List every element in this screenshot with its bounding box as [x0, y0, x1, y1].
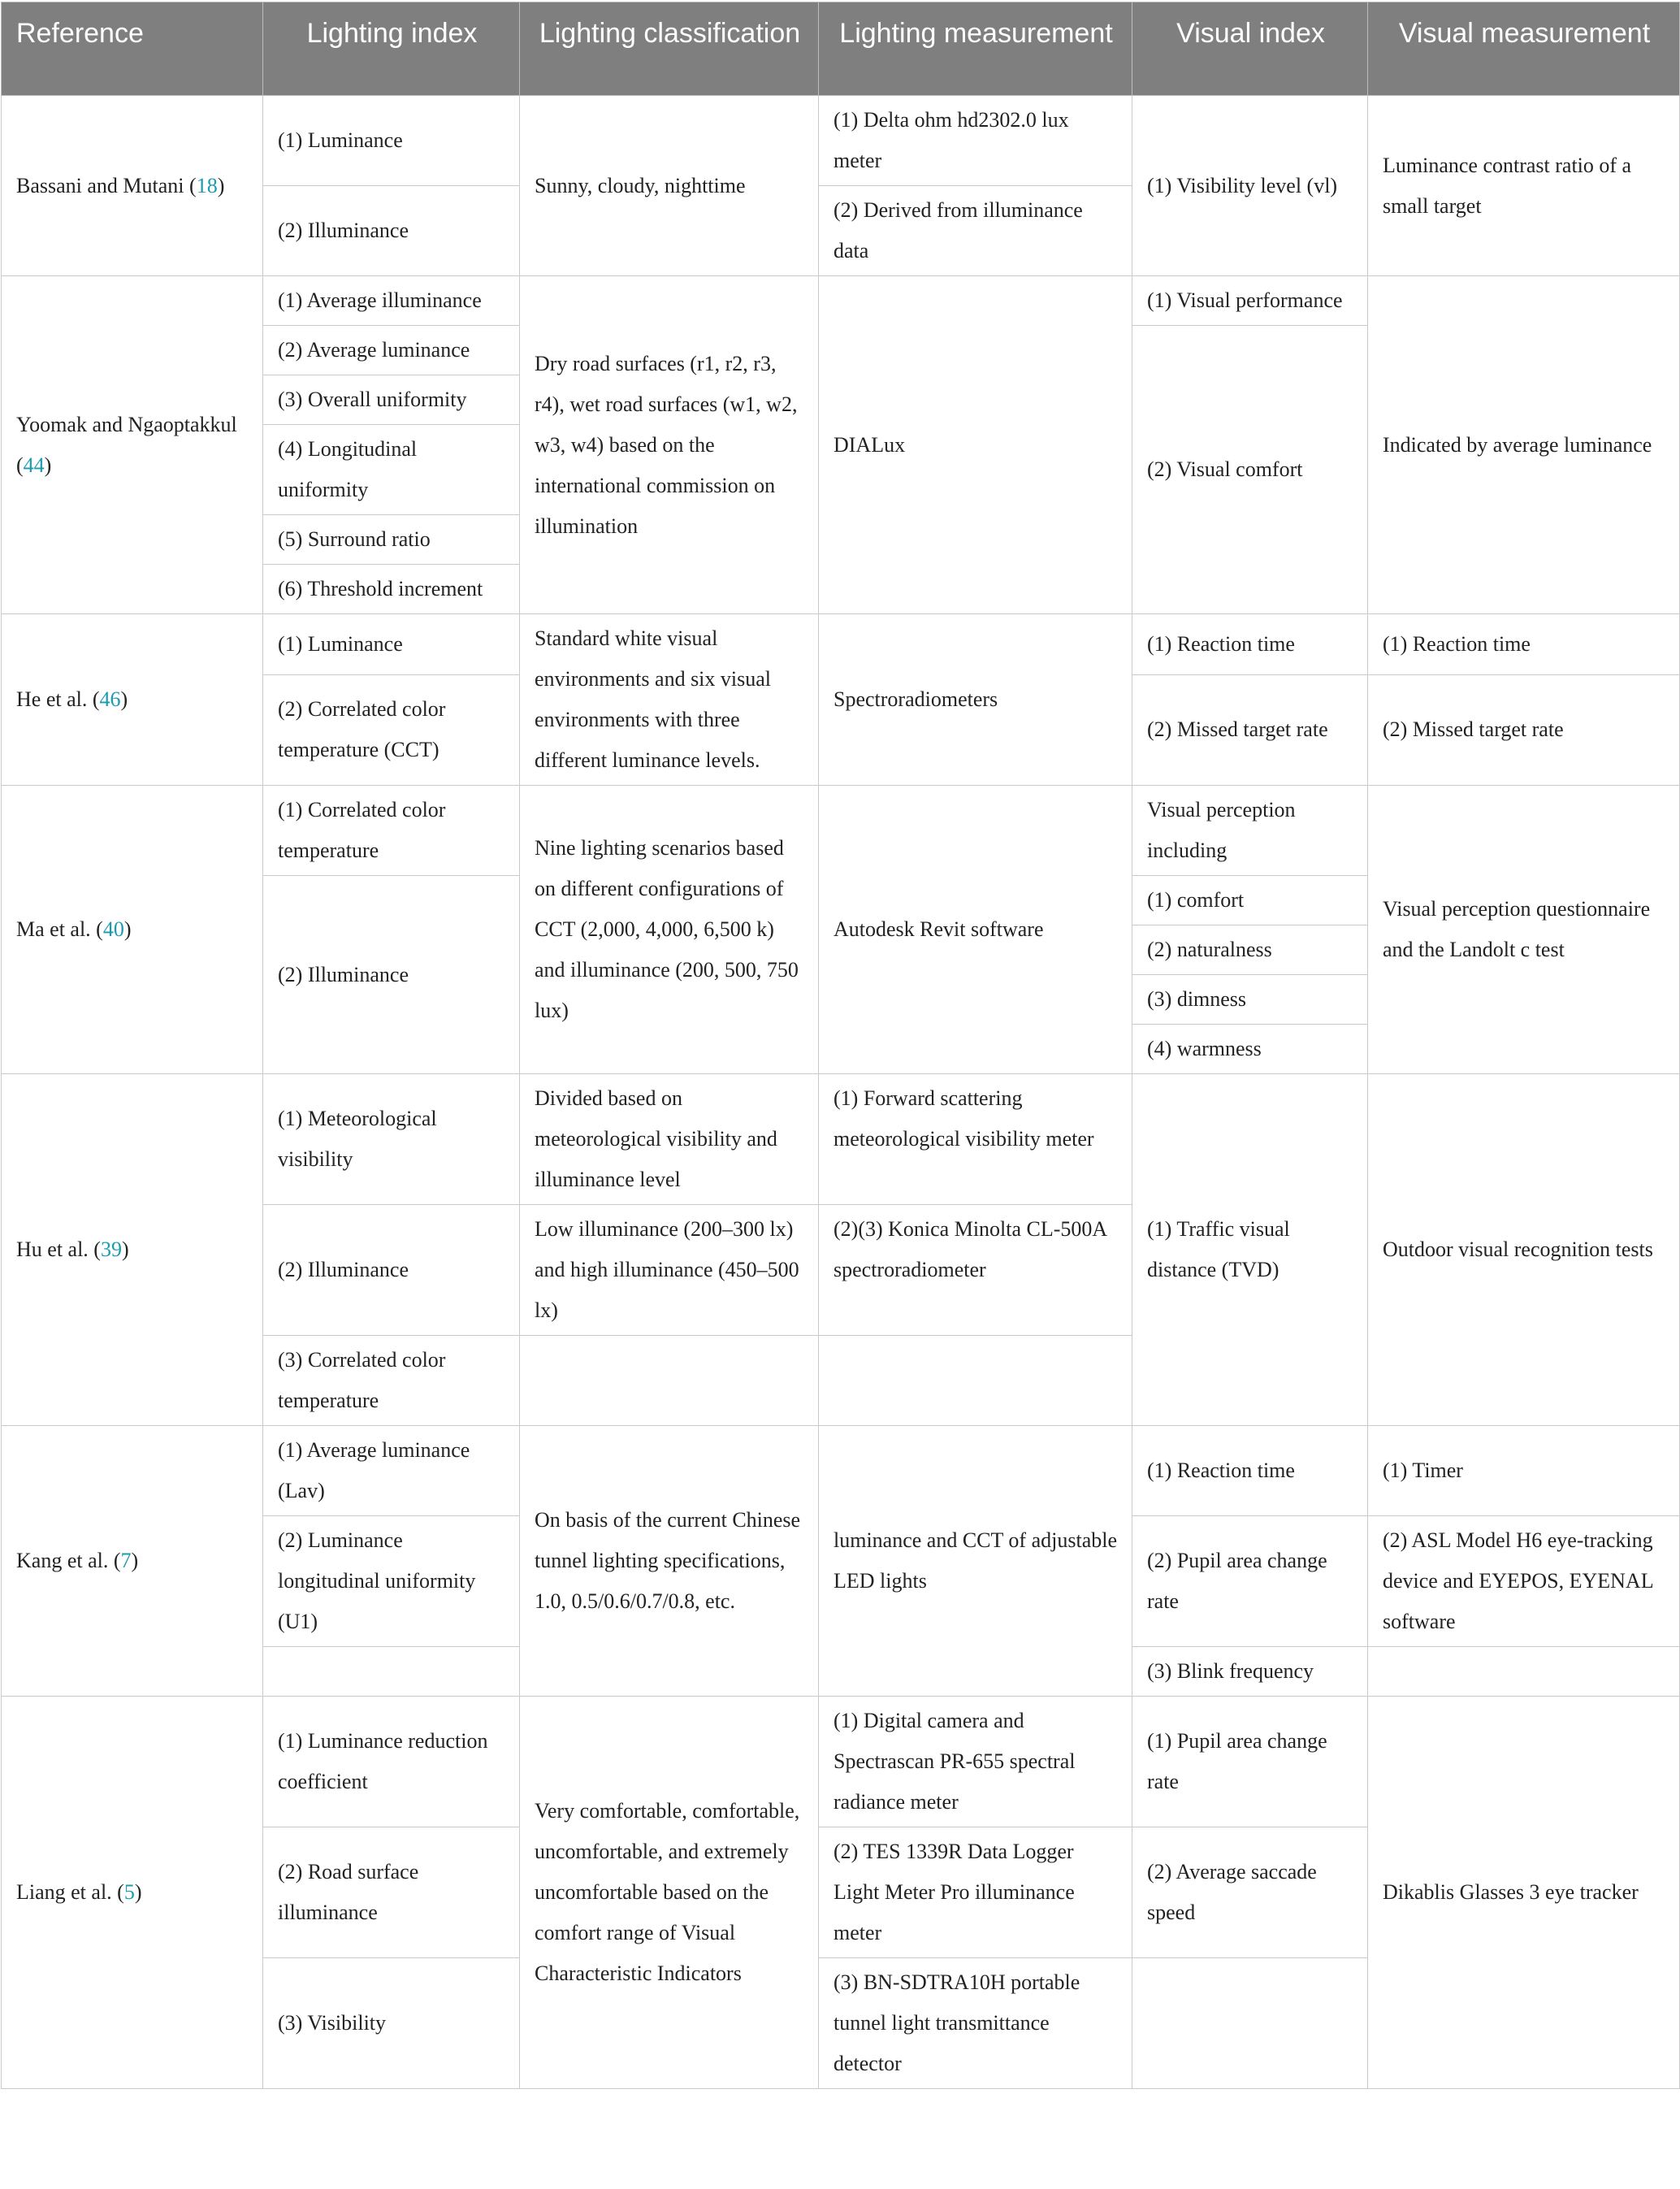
- visual-index-cell: Visual perception including: [1132, 786, 1368, 876]
- lighting-index-cell: (5) Surround ratio: [263, 515, 520, 565]
- reference-cell: Yoomak and Ngaoptakkul (44): [2, 276, 263, 614]
- review-table: [1, 2, 1680, 2089]
- lighting-measurement-cell: (2) Derived from illuminance data: [819, 186, 1132, 276]
- lighting-index-cell: (3) Correlated color temperature: [263, 1336, 520, 1426]
- visual-index-cell: (3) Blink frequency: [1132, 1647, 1368, 1697]
- table-row: [2, 276, 1680, 326]
- lighting-index-cell: (2) Road surface illuminance: [263, 1827, 520, 1958]
- visual-index-cell: (2) Visual comfort: [1132, 326, 1368, 614]
- visual-index-cell: (1) Pupil area change rate: [1132, 1697, 1368, 1827]
- lighting-index-cell: (1) Luminance reduction coefficient: [263, 1697, 520, 1827]
- citation-link[interactable]: 46: [99, 687, 121, 711]
- lighting-classification-cell: Sunny, cloudy, nighttime: [520, 96, 819, 276]
- visual-measurement-cell: Dikablis Glasses 3 eye tracker: [1368, 1697, 1680, 2089]
- header-lighting-measurement: Lighting measurement: [819, 2, 1132, 96]
- table-row: [2, 614, 1680, 675]
- lighting-classification-cell: Dry road surfaces (r1, r2, r3, r4), wet road surfaces (w1, w2, w3, w4) based on the international commission on illumination: [520, 276, 819, 614]
- table-row: [2, 96, 1680, 186]
- visual-measurement-cell: (2) Missed target rate: [1368, 674, 1680, 785]
- visual-measurement-cell: Outdoor visual recognition tests: [1368, 1074, 1680, 1426]
- header-visual-measurement: Visual measurement: [1368, 2, 1680, 96]
- header-reference: Reference: [2, 2, 263, 96]
- lighting-measurement-cell: (2)(3) Konica Minolta CL-500A spectroradiometer: [819, 1205, 1132, 1336]
- lighting-measurement-cell: (1) Digital camera and Spectrascan PR-655 spectral radiance meter: [819, 1697, 1132, 1827]
- lighting-classification-cell: Very comfortable, comfortable, uncomfortable, and extremely uncomfortable based on the comfort range of Visual Characteristic Indicators: [520, 1697, 819, 2089]
- reference-cell: Liang et al. (5): [2, 1697, 263, 2089]
- visual-measurement-cell: Indicated by average luminance: [1368, 276, 1680, 614]
- empty-cell: [263, 1647, 520, 1697]
- citation-link[interactable]: 18: [196, 173, 218, 197]
- lighting-classification-cell: Nine lighting scenarios based on different configurations of CCT (2,000, 4,000, 6,500 k) and illuminance (200, 500, 750 lux): [520, 786, 819, 1074]
- lighting-measurement-cell: (3) BN-SDTRA10H portable tunnel light transmittance detector: [819, 1958, 1132, 2089]
- lighting-classification-cell: Standard white visual environments and six visual environments with three different luminance levels.: [520, 614, 819, 786]
- header-lighting-index: Lighting index: [263, 2, 520, 96]
- table-row: [2, 1426, 1680, 1516]
- visual-index-cell: (1) Visibility level (vl): [1132, 96, 1368, 276]
- visual-measurement-cell: Visual perception questionnaire and the Landolt c test: [1368, 786, 1680, 1074]
- visual-index-cell: (3) dimness: [1132, 975, 1368, 1025]
- visual-index-cell: (1) Traffic visual distance (TVD): [1132, 1074, 1368, 1426]
- visual-index-cell: (1) Reaction time: [1132, 614, 1368, 675]
- visual-index-cell: (2) Average saccade speed: [1132, 1827, 1368, 1958]
- header-visual-index: Visual index: [1132, 2, 1368, 96]
- empty-cell: [1132, 1958, 1368, 2089]
- lighting-index-cell: (1) Correlated color temperature: [263, 786, 520, 876]
- lighting-index-cell: (6) Threshold increment: [263, 565, 520, 614]
- empty-cell: [1368, 1647, 1680, 1697]
- reference-cell: Ma et al. (40): [2, 786, 263, 1074]
- citation-link[interactable]: 39: [100, 1238, 122, 1261]
- lighting-index-cell: (2) Illuminance: [263, 186, 520, 276]
- visual-measurement-cell: (2) ASL Model H6 eye-tracking device and EYEPOS, EYENAL software: [1368, 1516, 1680, 1647]
- lighting-index-cell: (1) Luminance: [263, 96, 520, 186]
- reference-cell: Kang et al. (7): [2, 1426, 263, 1697]
- citation-link[interactable]: 40: [102, 917, 124, 941]
- table-row: [2, 1697, 1680, 1827]
- lighting-index-cell: (2) Illuminance: [263, 876, 520, 1074]
- reference-cell: He et al. (46): [2, 614, 263, 786]
- empty-cell: [819, 1336, 1132, 1426]
- lighting-measurement-cell: luminance and CCT of adjustable LED lights: [819, 1426, 1132, 1697]
- lighting-classification-cell: Divided based on meteorological visibility and illuminance level: [520, 1074, 819, 1205]
- lighting-index-cell: (1) Luminance: [263, 614, 520, 675]
- lighting-measurement-cell: DIALux: [819, 276, 1132, 614]
- lighting-index-cell: (3) Overall uniformity: [263, 375, 520, 425]
- lighting-classification-cell: Low illuminance (200–300 lx) and high illuminance (450–500 lx): [520, 1205, 819, 1336]
- lighting-index-cell: (2) Illuminance: [263, 1205, 520, 1336]
- table-row: [2, 786, 1680, 876]
- lighting-index-cell: (4) Longitudinal uniformity: [263, 425, 520, 515]
- visual-index-cell: (1) Visual performance: [1132, 276, 1368, 326]
- citation-link[interactable]: 7: [120, 1549, 132, 1572]
- lighting-measurement-cell: (2) TES 1339R Data Logger Light Meter Pro illuminance meter: [819, 1827, 1132, 1958]
- lighting-measurement-cell: (1) Forward scattering meteorological visibility meter: [819, 1074, 1132, 1205]
- visual-index-cell: (2) naturalness: [1132, 925, 1368, 975]
- visual-index-cell: (1) Reaction time: [1132, 1426, 1368, 1516]
- visual-index-cell: (2) Missed target rate: [1132, 674, 1368, 785]
- lighting-index-cell: (1) Average illuminance: [263, 276, 520, 326]
- empty-cell: [520, 1336, 819, 1426]
- reference-cell: Hu et al. (39): [2, 1074, 263, 1426]
- citation-link[interactable]: 44: [23, 453, 45, 477]
- citation-link[interactable]: 5: [123, 1880, 135, 1904]
- visual-measurement-cell: (1) Timer: [1368, 1426, 1680, 1516]
- lighting-index-cell: (1) Meteorological visibility: [263, 1074, 520, 1205]
- visual-measurement-cell: (1) Reaction time: [1368, 614, 1680, 675]
- visual-index-cell: (2) Pupil area change rate: [1132, 1516, 1368, 1647]
- lighting-index-cell: (2) Average luminance: [263, 326, 520, 375]
- lighting-index-cell: (1) Average luminance (Lav): [263, 1426, 520, 1516]
- visual-index-cell: (1) comfort: [1132, 876, 1368, 925]
- table-row: [2, 1074, 1680, 1205]
- visual-measurement-cell: Luminance contrast ratio of a small target: [1368, 96, 1680, 276]
- lighting-index-cell: (2) Luminance longitudinal uniformity (U1): [263, 1516, 520, 1647]
- lighting-index-cell: (2) Correlated color temperature (CCT): [263, 674, 520, 785]
- lighting-measurement-cell: (1) Delta ohm hd2302.0 lux meter: [819, 96, 1132, 186]
- lighting-classification-cell: On basis of the current Chinese tunnel lighting specifications, 1.0, 0.5/0.6/0.7/0.8, etc.: [520, 1426, 819, 1697]
- header-lighting-classification: Lighting classification: [520, 2, 819, 96]
- lighting-measurement-cell: Spectroradiometers: [819, 614, 1132, 786]
- reference-cell: Bassani and Mutani (18): [2, 96, 263, 276]
- visual-index-cell: (4) warmness: [1132, 1025, 1368, 1074]
- lighting-index-cell: (3) Visibility: [263, 1958, 520, 2089]
- header-row: [2, 2, 1680, 96]
- lighting-measurement-cell: Autodesk Revit software: [819, 786, 1132, 1074]
